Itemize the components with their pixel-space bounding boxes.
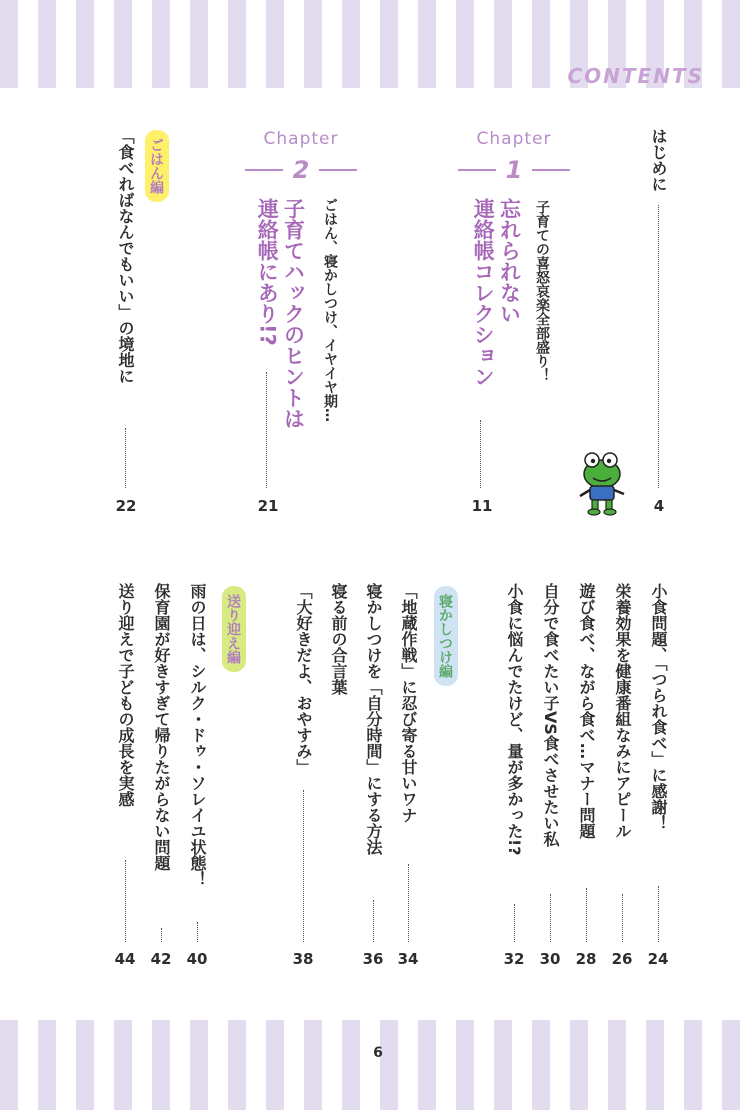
- toc-page-number: 4: [653, 497, 665, 515]
- toc-item-title: 小食に悩んでたけど、量が多かった!?: [505, 583, 524, 856]
- toc-item-title: 栄養効果を健康番組なみにアピール: [613, 583, 632, 839]
- toc-item[interactable]: [295, 583, 311, 775]
- toc-page-number: 24: [647, 950, 669, 968]
- leader-dots: [550, 894, 551, 942]
- toc-item-title: 「大好きだよ、おやすみ」: [294, 583, 313, 775]
- toc-page-number: 32: [503, 950, 525, 968]
- toc-item-title: はじめに: [649, 128, 668, 192]
- toc-item-title: 保育園が好きすぎて帰りたがらない問題: [152, 583, 171, 871]
- toc-item[interactable]: [506, 583, 522, 856]
- leader-dots: [480, 420, 481, 488]
- toc-item-title: 寝かしつけを「自分時間」にする方法: [364, 583, 383, 855]
- toc-item[interactable]: [117, 128, 133, 384]
- chapter-1-number: 1: [505, 156, 523, 184]
- toc-page-number: 38: [292, 950, 314, 968]
- toc-item-title: 送り迎えで子どもの成長を実感: [116, 583, 135, 807]
- chapter-2-number: 2: [292, 156, 310, 184]
- gohan-section-badge: ごはん編: [145, 130, 169, 202]
- leader-dots: [658, 886, 659, 942]
- chapter-2-label: Chapter: [263, 129, 339, 149]
- divider-line: [245, 169, 283, 171]
- divider-line: [532, 169, 570, 171]
- leader-dots: [125, 428, 126, 488]
- contents-heading: CONTENTS: [567, 64, 704, 88]
- chapter-1-number-row: [449, 156, 579, 184]
- toc-page-number: 36: [362, 950, 384, 968]
- chapter-2-number-row: [236, 156, 366, 184]
- toc-page-number: 34: [397, 950, 419, 968]
- bottom-stripe-band: [0, 1020, 756, 1110]
- leader-dots: [266, 372, 267, 488]
- toc-item[interactable]: [650, 583, 666, 831]
- toc-item[interactable]: [117, 583, 133, 807]
- toc-page-number: 26: [611, 950, 633, 968]
- page-number: 6: [373, 1045, 383, 1061]
- chapter-2-title-line1: 子育てハックのヒントは: [281, 198, 306, 429]
- toc-item-title: 小食問題、「つられ食べ」に感謝！: [649, 583, 668, 831]
- toc-item-title: 雨の日は、シルク・ドゥ・ソレイユ状態！: [188, 583, 207, 887]
- toc-item-title: 自分で食べたい子VS食べさせたい私: [541, 583, 560, 847]
- chapter-1-subtitle: 子育ての喜怒哀楽全部盛り！: [534, 200, 550, 382]
- toc-item[interactable]: [189, 583, 205, 887]
- toc-page-number: 44: [114, 950, 136, 968]
- chapter-2-page-number: 21: [257, 497, 279, 515]
- toc-item-title: 「食べればなんでもいい」の境地に: [116, 128, 135, 384]
- leader-dots: [373, 900, 374, 942]
- sleep-section-badge: 寝かしつけ編: [434, 586, 458, 686]
- leader-dots: [408, 864, 409, 942]
- toc-page-number: 40: [186, 950, 208, 968]
- chapter-2-title[interactable]: [254, 198, 307, 429]
- toc-page-number: 28: [575, 950, 597, 968]
- toc-item[interactable]: [578, 583, 594, 839]
- chapter-2-title-line2: 連絡帳にあり!?: [255, 198, 280, 346]
- chapter-1-title-line1: 忘れられない: [497, 198, 522, 324]
- toc-item[interactable]: [400, 583, 416, 823]
- toc-item-title: 寝る前の合言葉: [329, 583, 348, 695]
- chapter-1-title[interactable]: [470, 198, 523, 387]
- leader-dots: [658, 205, 659, 488]
- leader-dots: [125, 860, 126, 942]
- chapter-1-page-number: 11: [471, 497, 493, 515]
- toc-item[interactable]: [365, 583, 381, 855]
- toc-page-number: 30: [539, 950, 561, 968]
- toc-item[interactable]: [542, 583, 558, 847]
- chapter-1-title-line2: 連絡帳コレクション: [471, 198, 496, 387]
- divider-line: [319, 169, 357, 171]
- toc-page-number: 42: [150, 950, 172, 968]
- leader-dots: [622, 894, 623, 942]
- frog-mascot-icon: [576, 448, 628, 516]
- toc-item[interactable]: [330, 583, 346, 695]
- divider-line: [458, 169, 496, 171]
- chapter-2-subtitle: ごはん、寝かしつけ、イヤイヤ期…: [322, 198, 338, 422]
- leader-dots: [514, 904, 515, 942]
- toc-item[interactable]: [153, 583, 169, 871]
- leader-dots: [197, 922, 198, 942]
- leader-dots: [586, 888, 587, 942]
- leader-dots: [303, 790, 304, 942]
- toc-item[interactable]: [614, 583, 630, 839]
- pickup-section-badge: 送り迎え編: [222, 586, 246, 672]
- leader-dots: [161, 928, 162, 942]
- toc-item-title: 遊び食べ、ながら食べ…マナー問題: [577, 583, 596, 839]
- toc-page-number: 22: [115, 497, 137, 515]
- chapter-1-label: Chapter: [476, 129, 552, 149]
- toc-item-title: 「地蔵作戦」に忍び寄る甘いワナ: [399, 583, 418, 823]
